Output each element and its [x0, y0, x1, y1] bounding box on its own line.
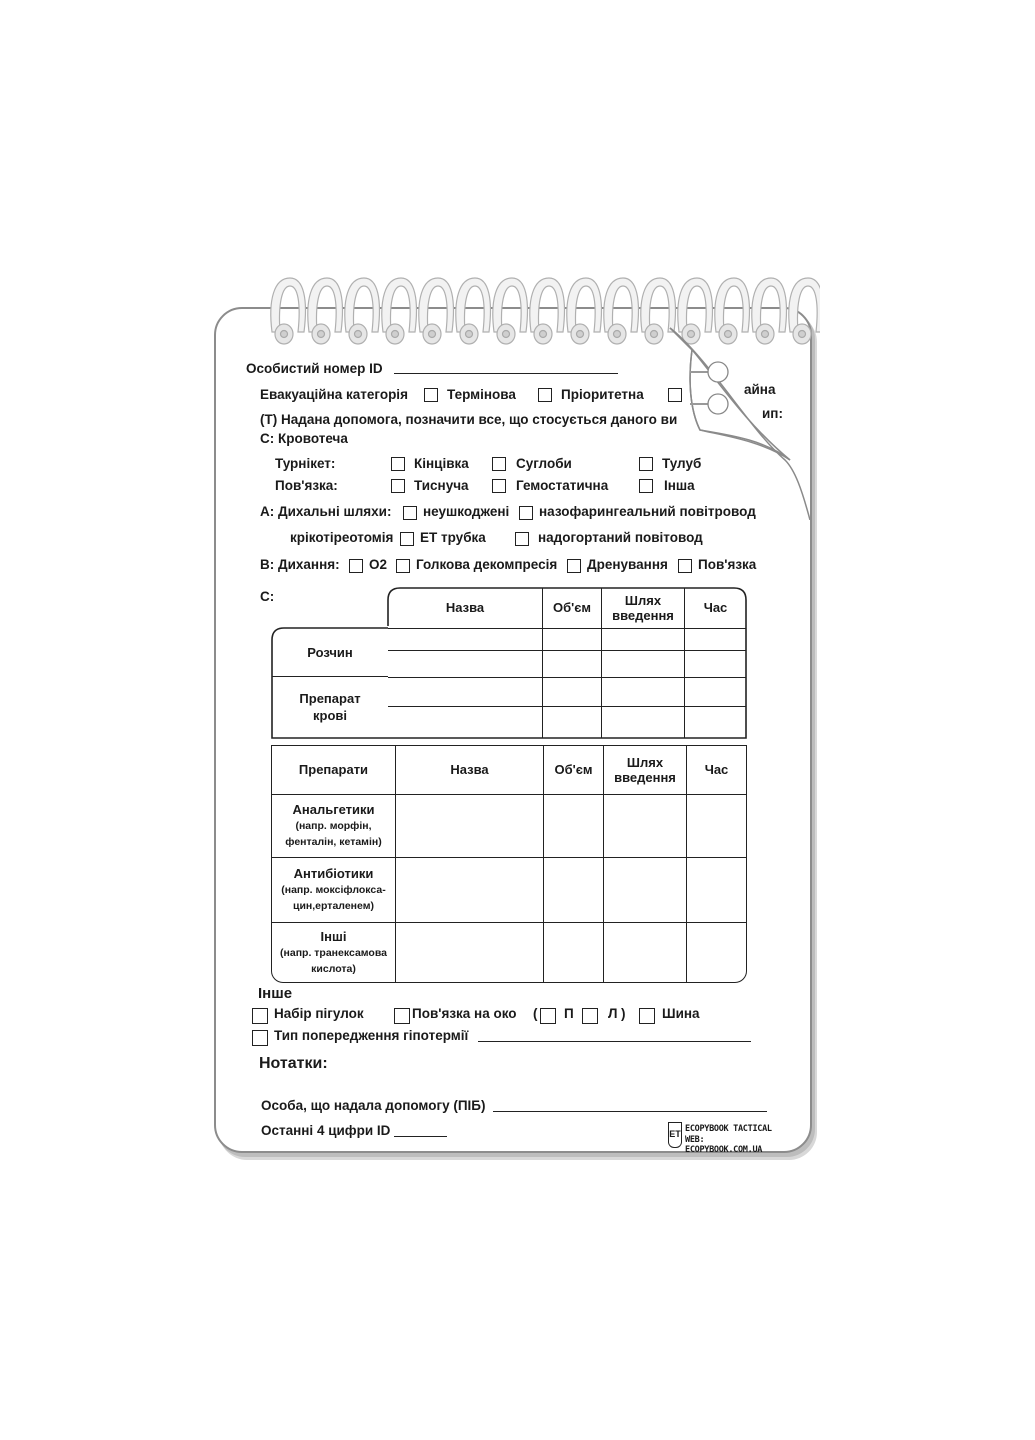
fluids-cell[interactable] [685, 677, 747, 706]
evac-routine-label: айна [744, 382, 776, 397]
airway-et-checkbox[interactable] [400, 532, 414, 546]
dressing-hemostatic-checkbox[interactable] [492, 479, 506, 493]
meds-category [272, 794, 396, 857]
tourniquet-limb-checkbox[interactable] [391, 457, 405, 471]
fluids-cell[interactable] [602, 677, 685, 706]
breathing-chest-tube-label: Дренування [587, 557, 668, 572]
fluids-cell[interactable] [602, 706, 685, 738]
dressing-label: Пов'язка: [275, 478, 338, 493]
breathing-needle-checkbox[interactable] [396, 559, 410, 573]
category-name: Анальгетики [292, 802, 375, 817]
splint-checkbox[interactable] [639, 1008, 655, 1024]
evac-priority-checkbox[interactable] [538, 388, 552, 402]
meds-cell[interactable] [604, 922, 687, 982]
eye-shield-checkbox[interactable] [394, 1008, 410, 1024]
fluids-row-blood-line2: крові [313, 708, 347, 723]
meds-table [272, 746, 746, 982]
category-name: Антибіотики [293, 866, 374, 881]
airway-intact-checkbox[interactable] [403, 506, 417, 520]
fluids-cell[interactable] [543, 706, 602, 738]
fluids-cell[interactable] [388, 677, 543, 706]
eye-left-checkbox[interactable] [582, 1008, 598, 1024]
hypothermia-field[interactable] [478, 1041, 751, 1042]
circulation-label: С: [260, 589, 275, 604]
category-note: кислота) [311, 962, 356, 975]
eye-shield-label: Пов'язка на око [412, 1006, 517, 1021]
meds-category [272, 922, 396, 982]
last4-field[interactable] [394, 1136, 447, 1137]
pill-pack-checkbox[interactable] [252, 1008, 268, 1024]
meds-cell[interactable] [396, 794, 544, 857]
tourniquet-label: Турнікет: [275, 456, 336, 471]
meds-table-frame [271, 745, 747, 983]
fluids-row-solution: Розчин [307, 645, 353, 660]
fluids-cell[interactable] [543, 628, 602, 650]
meds-category [272, 857, 396, 922]
category-note: (напр. транексамова [280, 946, 387, 959]
evac-urgent-label: Термінова [447, 387, 516, 402]
meds-header-drugs: Препарати [272, 746, 396, 794]
meds-cell[interactable] [687, 794, 747, 857]
meds-cell[interactable] [687, 857, 747, 922]
fluids-header-volume: Об'єм [543, 588, 602, 628]
eye-right-label: П [564, 1006, 574, 1021]
splint-label: Шина [662, 1006, 700, 1021]
fluids-cell[interactable] [685, 628, 747, 650]
brand-logo [668, 1122, 784, 1155]
brand-line1: ECOPYBOOK TACTICAL [685, 1124, 772, 1134]
paren-open: ( [533, 1006, 538, 1021]
tourniquet-junctional-label: Суглоби [516, 456, 572, 471]
category-note: фенталін, кетамін) [285, 836, 382, 848]
meds-cell[interactable] [544, 922, 604, 982]
evac-priority-label: Пріоритетна [561, 387, 644, 402]
provider-label: Особа, що надала допомогу (ПІБ) [261, 1098, 486, 1113]
breathing-o2-label: О2 [369, 557, 388, 572]
logo-mark-icon: ET [668, 1122, 682, 1148]
fluids-header-name: Назва [388, 588, 543, 628]
fluids-cell[interactable] [388, 650, 543, 677]
tourniquet-limb-label: Кінцівка [414, 456, 469, 471]
route-line2: введення [612, 607, 674, 623]
tourniquet-junctional-checkbox[interactable] [492, 457, 506, 471]
eye-left-label: Л [608, 1006, 618, 1021]
treatment-instruction: (T) Надана допомога, позначити все, що стосується даного ви [260, 412, 678, 427]
meds-cell[interactable] [396, 922, 544, 982]
brand-line2: WEB: ECOPYBOOK.COM.UA [685, 1135, 763, 1155]
fluids-header-route [602, 588, 685, 628]
category-note: (напр. морфін, [295, 820, 372, 832]
hypothermia-checkbox[interactable] [252, 1030, 268, 1046]
airway-intact-label: неушкоджені [423, 504, 510, 519]
fluids-cell[interactable] [388, 628, 543, 650]
breathing-seal-checkbox[interactable] [678, 559, 692, 573]
fluids-header-time: Час [685, 588, 747, 628]
hypothermia-label: Тип попередження гіпотермії [274, 1028, 469, 1043]
route-line2: введення [614, 769, 676, 785]
breathing-seal-label: Пов'язка [698, 557, 757, 572]
dressing-pressure-label: Тиснуча [414, 478, 469, 493]
breathing-chest-tube-checkbox[interactable] [567, 559, 581, 573]
other-section-title: Інше [258, 985, 293, 1002]
dressing-other-label: Інша [664, 478, 695, 493]
breathing-label: В: Дихання: [260, 557, 340, 572]
pill-pack-label: Набір пігулок [274, 1006, 364, 1021]
airway-label: А: Дихальні шляхи: [260, 504, 392, 519]
airway-sga-label: надогортаний повітовод [538, 530, 703, 545]
meds-row-antibiotics [272, 857, 746, 922]
type-label-fragment: ип: [762, 406, 783, 421]
category-note: (напр. моксіфлокса- [281, 884, 386, 896]
meds-cell[interactable] [396, 857, 544, 922]
meds-header-name: Назва [396, 746, 544, 794]
route-line1: Шлях [626, 754, 664, 770]
bleeding-section-label: С: Кровотеча [260, 431, 348, 446]
meds-header-route [604, 746, 687, 794]
dressing-pressure-checkbox[interactable] [391, 479, 405, 493]
meds-cell[interactable] [544, 857, 604, 922]
dressing-hemostatic-label: Гемостатична [516, 478, 609, 493]
meds-header-volume: Об'єм [544, 746, 604, 794]
fluids-table [388, 588, 746, 738]
airway-sga-checkbox[interactable] [515, 532, 529, 546]
fluids-cell[interactable] [388, 706, 543, 738]
category-name: Інші [320, 928, 347, 944]
personal-id-field[interactable] [394, 373, 618, 374]
meds-cell[interactable] [604, 794, 687, 857]
evac-category-label: Евакуаційна категорія [260, 387, 408, 402]
meds-cell[interactable] [544, 794, 604, 857]
meds-header-time: Час [687, 746, 747, 794]
airway-npa-checkbox[interactable] [519, 506, 533, 520]
category-note: цин,ерталенем) [293, 900, 374, 912]
meds-row-analgesics [272, 794, 746, 857]
airway-et-label: ЕТ трубка [420, 530, 486, 545]
notes-title: Нотатки: [259, 1055, 328, 1072]
provider-field[interactable] [493, 1111, 767, 1112]
eye-right-checkbox[interactable] [540, 1008, 556, 1024]
breathing-needle-label: Голкова декомпресія [416, 557, 558, 572]
page-curl-icon [640, 290, 830, 520]
meds-cell[interactable] [687, 922, 747, 982]
tourniquet-trunk-label: Тулуб [662, 456, 702, 471]
last4-label: Останні 4 цифри ID [261, 1123, 391, 1138]
fluids-cell[interactable] [543, 677, 602, 706]
fluids-cell[interactable] [602, 650, 685, 677]
fluids-cell[interactable] [685, 650, 747, 677]
fluids-cell[interactable] [543, 650, 602, 677]
fluids-row-blood-line1: Препарат [299, 691, 361, 706]
paren-close: ) [621, 1006, 626, 1021]
fluids-row-divider [272, 676, 388, 677]
airway-cric-label: крікотіреотомія [290, 530, 394, 545]
personal-id-label: Особистий номер ID [246, 361, 383, 376]
meds-cell[interactable] [604, 857, 687, 922]
meds-row-other [272, 922, 746, 982]
fluids-cell[interactable] [685, 706, 747, 738]
breathing-o2-checkbox[interactable] [349, 559, 363, 573]
route-line1: Шлях [624, 592, 662, 608]
evac-urgent-checkbox[interactable] [424, 388, 438, 402]
airway-npa-label: назофарингеальний повітровод [539, 504, 756, 519]
fluids-cell[interactable] [602, 628, 685, 650]
